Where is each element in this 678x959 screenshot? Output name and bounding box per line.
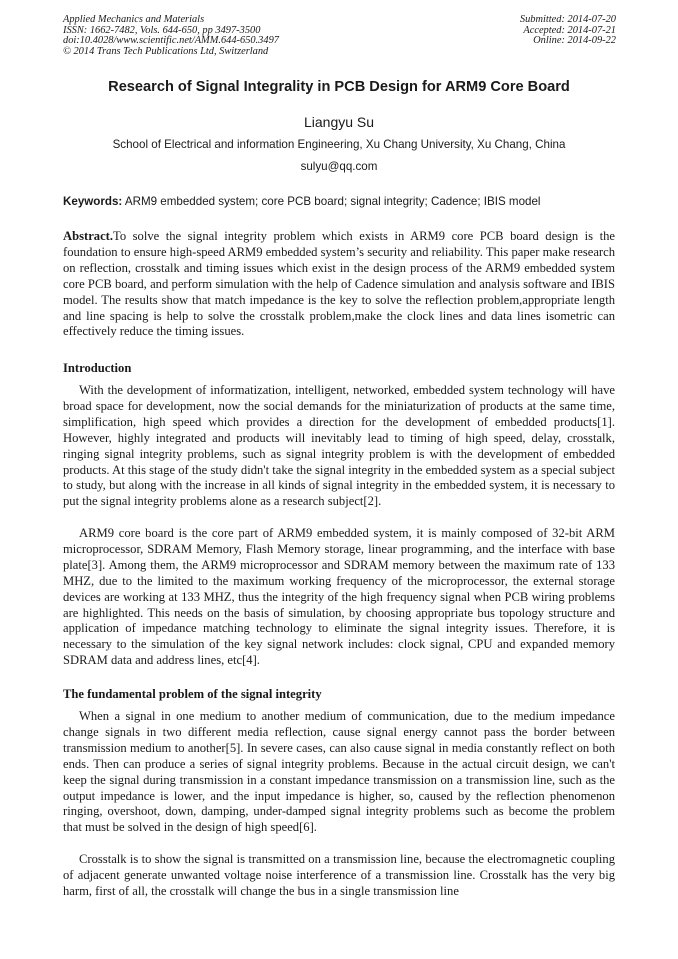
section-heading-introduction: Introduction [63,361,132,375]
journal-name: Applied Mechanics and Materials [63,14,205,25]
paragraph: When a signal in one medium to another medium of communication, due to the medium impedance change signals in two different media reflection, cause signal energy cannot pass the border between transmission medium to another[5]. In severe cases, can also cause signal in media constantly reflect on both ends. Then can produce a series of signal integrity problems. Because in the actual circuit design, we can't keep the signal during transmission in a constant impedance transmission on a transmission line, such as the output impedance is lower, and the input impedance is higher, so, caused by the reflection phenomenon ringing, overshoot, down, damping, under-damped signal integrity problems such as become the problem that must be solved in the design of high speed[6]. [63,709,615,835]
author-affiliation: School of Electrical and information Engineering, Xu Chang University, Xu Chang, China [112,138,566,151]
abstract-label: Abstract. [63,229,114,243]
keywords-text: ARM9 embedded system; core PCB board; signal integrity; Cadence; IBIS model [122,195,541,208]
section-heading-fundamental-problem: The fundamental problem of the signal integrity [63,687,322,701]
publication-dates [520,15,616,47]
submitted-date: Submitted: 2014-07-20 [519,14,616,25]
journal-issn: ISSN: 1662-7482, Vols. 644-650, pp 3497-3500 [63,24,261,36]
journal-doi: doi:10.4028/www.scientific.net/AMM.644-650.3497 [63,35,279,47]
journal-copyright: © 2014 Trans Tech Publications Ltd, Switzerland [63,45,269,57]
paragraph: ARM9 core board is the core part of ARM9 embedded system, it is mainly composed of 32-bit ARM microprocessor, SDRAM Memory, Flash Memory storage, linear programming, and the interface with base plate[3]. Among them, the ARM9 microprocessor and SDRAM memory between the maximum rate of 133 MHZ, due to the limited to the maximum working frequency of the microprocessor, the external storage devices are working at 133 MHZ, thus the integrity of the high frequency signal when PCB wiring problems are highlighted. This needs on the basis of simulation, by choosing appropriate bus topology structure and application of impedance matching technology to eliminate the signal integrity issues. Therefore, it is necessary to the simulation of the key signal network includes: clock signal, CPU and expanded memory SDRAM data and address lines, etc[4]. [63,526,615,668]
abstract-text: To solve the signal integrity problem which exists in ARM9 core PCB board design is the foundation to ensure high-speed ARM9 embedded system’s security and reliability. This paper make research on reflection, crosstalk and timing issues which exist in the design process of the ARM9 embedded system core PCB board, and perform simulation with the help of Cadence simulation and analysis software and IBIS model. The results show that match impedance is the key to solve the reflection problem,appropriate length and line spacing is help to solve the crosstalk problem,make the clock lines and data lines isometric can effectively reduce the timing issues. [63,229,615,339]
paragraph: With the development of informatization, intelligent, networked, embedded system technology will have broad space for development, now the social demands for the miniaturization of products at the same time, simplification, high speed which provides a direction for the development of embedded products[1]. However, highly integrated and products will inevitably lead to timing of high speed, delay, crosstalk, ringing signal integrity problems, such as signal integrity problem is with the development of embedded products. At this stage of the study didn't take the signal integrity in the embedded system as a special subject to study, but along with the increase in all kinds of signal integrity in the embedded system, it is necessary to put the signal integrity problems alone as a research subject[2]. [63,383,615,509]
keywords [63,195,541,208]
journal-info [63,15,279,57]
paper-title: Research of Signal Integrality in PCB Design for ARM9 Core Board [108,79,570,95]
accepted-date: Accepted: 2014-07-21 [523,24,616,36]
paragraph: Crosstalk is to show the signal is transmitted on a transmission line, because the electromagnetic coupling of adjacent generate unwanted voltage noise interference of a transmission line. Crosstalk has the very big harm, first of all, the crosstalk will change the bus in a single transmission line [63,852,615,898]
online-date: Online: 2014-09-22 [533,35,616,47]
author-name: Liangyu Su [303,114,375,130]
keywords-label: Keywords: [63,195,123,208]
abstract [63,229,615,340]
author-email: sulyu@qq.com [300,160,378,173]
